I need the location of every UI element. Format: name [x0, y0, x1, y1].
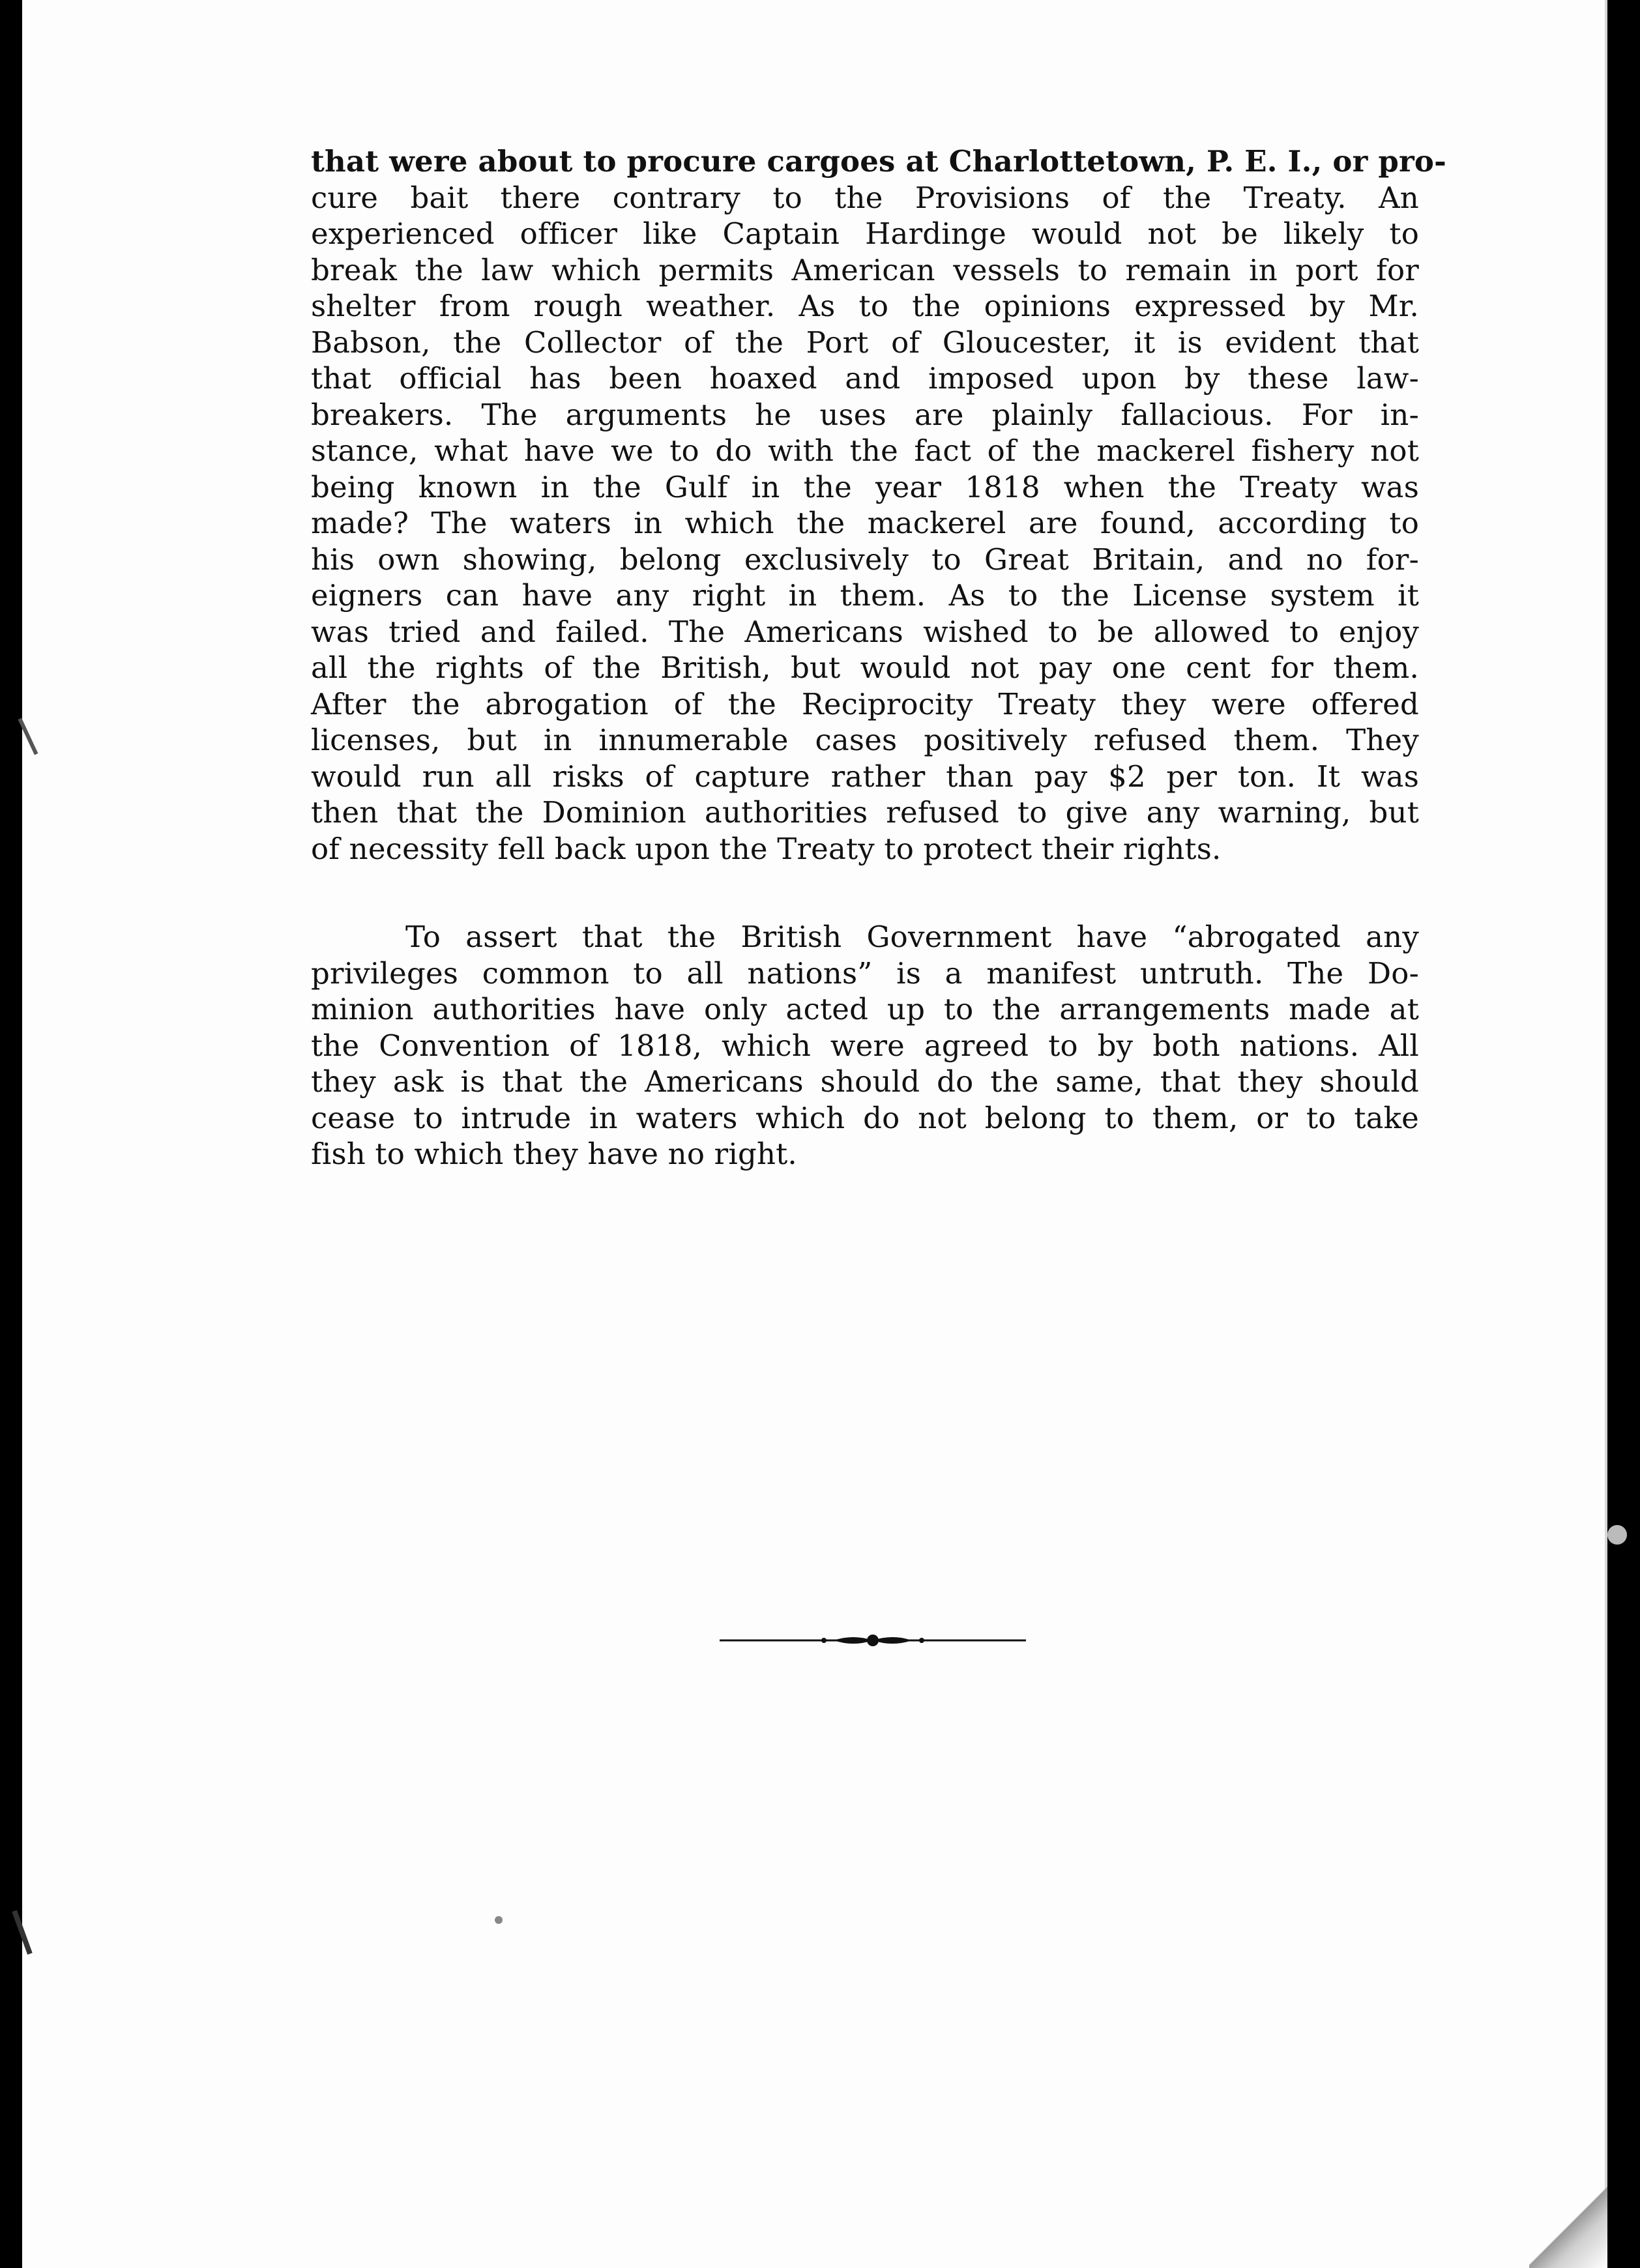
text-line: cure bait there contrary to the Provisions of the Treaty. An [311, 180, 1419, 215]
text-line: of necessity fell back upon the Treaty to protect their rights. [311, 831, 1222, 866]
text-line: eigners can have any right in them. As to the License system it [311, 578, 1419, 613]
text-line: was tried and failed. The Americans wished to be allowed to enjoy [311, 614, 1419, 649]
text-line: all the rights of the British, but would not pay one cent for them. [311, 650, 1419, 685]
ornamental-rule [720, 1631, 1026, 1650]
text-line: would run all risks of capture rather than pay $2 per ton. It was [311, 759, 1419, 794]
text-line: then that the Dominion authorities refused to give any warning, but [311, 795, 1419, 830]
text-line: experienced officer like Captain Hardinge would not be likely to [311, 216, 1419, 251]
paragraph-1 [311, 143, 1447, 867]
text-line: that official has been hoaxed and imposed upon by these law- [311, 361, 1419, 396]
paragraph-2 [311, 919, 1419, 1172]
text-line: licenses, but in innumerable cases positively refused them. They [311, 723, 1419, 757]
text-line: that were about to procure cargoes at Charlottetown, P. E. I., or pro- [311, 144, 1447, 179]
text-line: his own showing, belong exclusively to Great Britain, and no for- [311, 542, 1419, 577]
page-edge [1605, 0, 1607, 2268]
text-line: being known in the Gulf in the year 1818 when the Treaty was [311, 469, 1419, 504]
document-page [22, 0, 1607, 2268]
text-line: they ask is that the Americans should do the same, that they should [311, 1064, 1419, 1099]
text-line: fish to which they have no right. [311, 1137, 797, 1171]
text-line: privileges common to all nations” is a manifest untruth. The Do- [311, 955, 1419, 991]
text-line: shelter from rough weather. As to the opinions expressed by Mr. [311, 289, 1419, 323]
page-corner-curl [1529, 2164, 1607, 2268]
text-line: Babson, the Collector of the Port of Gloucester, it is evident that [311, 325, 1419, 360]
text-line: stance, what have we to do with the fact of the mackerel fishery not [311, 433, 1419, 468]
paragraph-spacer [311, 867, 1419, 919]
text-line: the Convention of 1818, which were agreed to by both nations. All [311, 1028, 1419, 1063]
text-line: break the law which permits American vessels to remain in port for [311, 252, 1419, 287]
scan-artifact-mark [1607, 1525, 1627, 1545]
print-speck [495, 1916, 503, 1924]
text-line: breakers. The arguments he uses are plainly fallacious. For in- [311, 397, 1419, 432]
text-line: minion authorities have only acted up to the arrangements made at [311, 992, 1419, 1026]
text-line: To assert that the British Government have “abrogated any [405, 920, 1419, 954]
text-line: After the abrogation of the Reciprocity Treaty they were offered [311, 686, 1419, 721]
text-line: cease to intrude in waters which do not belong to them, or to take [311, 1100, 1419, 1135]
text-line: made? The waters in which the mackerel are found, according to [311, 506, 1419, 540]
body-text [311, 143, 1447, 1172]
